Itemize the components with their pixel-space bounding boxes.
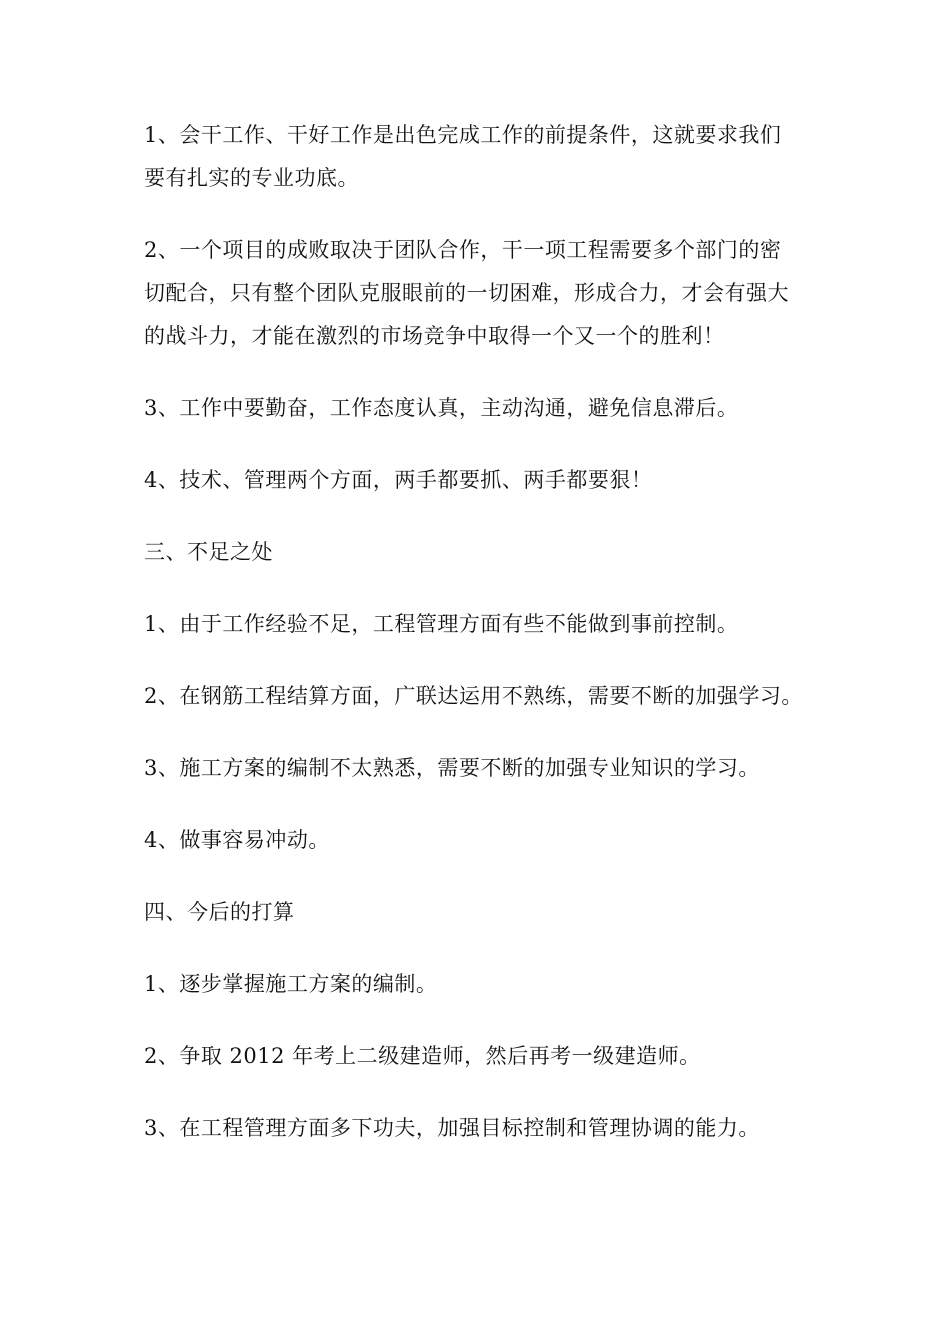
text-line: 切配合，只有整个团队克服眼前的一切困难，形成合力，才会有强大: [144, 281, 789, 305]
text-line: 2、在钢筋工程结算方面，广联达运用不熟练，需要不断的加强学习。: [144, 684, 803, 708]
paragraph-summary-1: [144, 114, 824, 200]
text-line: 的战斗力，才能在激烈的市场竞争中取得一个又一个的胜利！: [144, 324, 725, 348]
text-line: 3、在工程管理方面多下功夫，加强目标控制和管理协调的能力。: [144, 1116, 760, 1140]
paragraph-plan-1: [144, 963, 824, 1006]
heading-text: 四、今后的打算: [144, 900, 295, 924]
paragraph-plan-2: [144, 1035, 824, 1078]
paragraph-shortcoming-4: [144, 819, 824, 862]
paragraph-shortcoming-3: [144, 747, 824, 790]
paragraph-shortcoming-1: [144, 603, 824, 646]
document-body: [144, 114, 824, 1150]
paragraph-summary-3: [144, 387, 824, 430]
text-line: 1、由于工作经验不足，工程管理方面有些不能做到事前控制。: [144, 612, 739, 636]
text-line: 4、做事容易冲动。: [144, 828, 330, 852]
paragraph-summary-2: [144, 229, 824, 358]
text-line: 2、一个项目的成败取决于团队合作，干一项工程需要多个部门的密: [144, 238, 782, 262]
text-line: 3、施工方案的编制不太熟悉，需要不断的加强专业知识的学习。: [144, 756, 760, 780]
text-line: 1、会干工作、干好工作是出色完成工作的前提条件，这就要求我们: [144, 123, 782, 147]
section-heading-shortcomings: [144, 531, 824, 574]
paragraph-summary-4: [144, 459, 824, 502]
paragraph-shortcoming-2: [144, 675, 824, 718]
section-heading-plans: [144, 891, 824, 934]
heading-text: 三、不足之处: [144, 540, 273, 564]
text-line: 要有扎实的专业功底。: [144, 166, 359, 190]
text-line: 1、逐步掌握施工方案的编制。: [144, 972, 438, 996]
text-line: 2、争取 2012 年考上二级建造师，然后再考一级建造师。: [144, 1044, 701, 1068]
text-line: 4、技术、管理两个方面，两手都要抓、两手都要狠！: [144, 468, 653, 492]
paragraph-plan-3: [144, 1107, 824, 1150]
text-line: 3、工作中要勤奋，工作态度认真，主动沟通，避免信息滞后。: [144, 396, 739, 420]
